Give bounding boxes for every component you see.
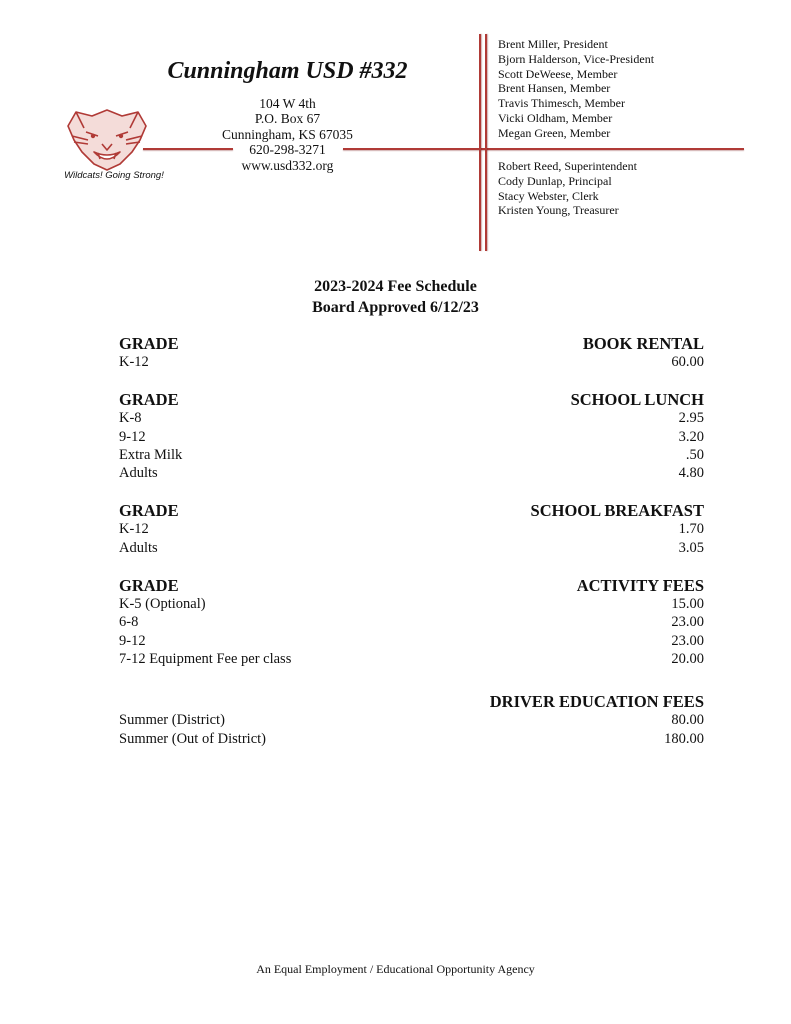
fee-value: 23.00 <box>671 614 704 631</box>
fee-label: K-12 <box>119 354 149 370</box>
fee-row <box>119 632 704 650</box>
section-header <box>119 390 704 409</box>
section-left-header: GRADE <box>119 576 179 596</box>
fee-row <box>119 446 704 464</box>
divider-vertical-1 <box>479 34 481 251</box>
fee-section-activity-fees <box>119 576 704 668</box>
section-right-header: SCHOOL BREAKFAST <box>530 501 704 521</box>
fee-row <box>119 730 704 748</box>
fee-value: 2.95 <box>678 410 704 427</box>
section-header <box>119 692 704 711</box>
fee-label: Adults <box>119 539 158 556</box>
fee-value: 20.00 <box>671 650 704 667</box>
fee-row <box>119 650 704 668</box>
fee-value: 80.00 <box>671 712 704 729</box>
address-street: 104 W 4th <box>259 96 316 111</box>
divider-vertical-2 <box>485 34 487 251</box>
board-member: Brent Miller, President <box>498 37 608 51</box>
section-right-header: ACTIVITY FEES <box>576 576 704 596</box>
address-block <box>200 96 375 173</box>
section-left-header: GRADE <box>119 390 179 410</box>
administrator: Cody Dunlap, Principal <box>498 173 612 188</box>
section-right-header: SCHOOL LUNCH <box>570 390 704 410</box>
board-member: Vicki Oldham, Member <box>498 110 613 125</box>
wildcat-icon <box>62 106 152 172</box>
fee-value: 180.00 <box>664 730 704 747</box>
board-member: Megan Green, Member <box>498 125 611 140</box>
fee-row <box>119 613 704 631</box>
section-header <box>119 501 704 520</box>
fee-row <box>119 595 704 613</box>
address-po-box: P.O. Box 67 <box>254 111 321 127</box>
title-line-2: Board Approved 6/12/23 <box>312 299 479 316</box>
title-line-1: 2023-2024 Fee Schedule <box>314 278 477 295</box>
board-member: Bjorn Halderson, Vice-President <box>498 51 655 66</box>
address-website: www.usd332.org <box>241 157 334 173</box>
fee-value: 60.00 <box>671 354 704 370</box>
board-member: Travis Thimesch, Member <box>498 96 625 111</box>
fee-row <box>119 464 704 482</box>
fee-label: K-12 <box>119 521 149 538</box>
fee-row <box>119 520 704 538</box>
administrator: Kristen Young, Treasurer <box>498 203 619 218</box>
fee-value: 3.05 <box>678 539 704 556</box>
section-right-header: DRIVER EDUCATION FEES <box>489 692 704 712</box>
fee-row <box>119 409 704 427</box>
fee-value: 15.00 <box>671 596 704 613</box>
fee-value: 23.00 <box>671 632 704 649</box>
fee-label: 6-8 <box>119 614 139 631</box>
fee-label: 9-12 <box>119 632 146 649</box>
fee-label: Extra Milk <box>119 446 183 463</box>
board-member: Scott DeWeese, Member <box>498 66 618 81</box>
fee-value: 4.80 <box>678 465 704 482</box>
section-left-header: GRADE <box>119 501 179 521</box>
administration-list <box>498 159 637 218</box>
fee-label: Adults <box>119 465 158 482</box>
administrator: Stacy Webster, Clerk <box>498 188 599 203</box>
fee-section-book-rental <box>119 334 704 371</box>
board-members-list <box>498 37 654 141</box>
section-header <box>119 334 704 353</box>
fee-value: 3.20 <box>678 428 704 445</box>
fee-label: Summer (Out of District) <box>119 730 266 747</box>
fee-section-school-breakfast <box>119 501 704 557</box>
fee-label: K-5 (Optional) <box>119 596 206 613</box>
fee-row <box>119 711 704 729</box>
board-member: Brent Hansen, Member <box>498 81 611 96</box>
divider-horizontal-right <box>343 148 744 150</box>
fee-row <box>119 428 704 446</box>
section-right-header: BOOK RENTAL <box>582 334 704 353</box>
section-left-header: GRADE <box>119 334 179 353</box>
fee-value: 1.70 <box>678 521 704 538</box>
fee-section-school-lunch <box>119 390 704 482</box>
fee-label: K-8 <box>119 410 142 427</box>
footer-statement: An Equal Employment / Educational Opportunity Agency <box>256 962 535 976</box>
district-name: Cunningham USD #332 <box>167 58 408 84</box>
fee-value: .50 <box>685 446 704 463</box>
administrator: Robert Reed, Superintendent <box>498 159 637 173</box>
address-city: Cunningham, KS 67035 <box>222 126 353 142</box>
fee-row <box>119 353 704 371</box>
section-header <box>119 576 704 595</box>
slogan: Wildcats! Going Strong! <box>64 170 164 181</box>
address-phone: 620-298-3271 <box>249 142 326 158</box>
document-title <box>0 276 791 318</box>
fee-section-driver-education <box>119 692 704 748</box>
divider-horizontal-left <box>143 148 233 150</box>
fee-label: 9-12 <box>119 428 146 445</box>
fee-label: Summer (District) <box>119 712 225 729</box>
fee-row <box>119 539 704 557</box>
fee-label: 7-12 Equipment Fee per class <box>119 650 292 667</box>
fee-table <box>119 334 704 767</box>
